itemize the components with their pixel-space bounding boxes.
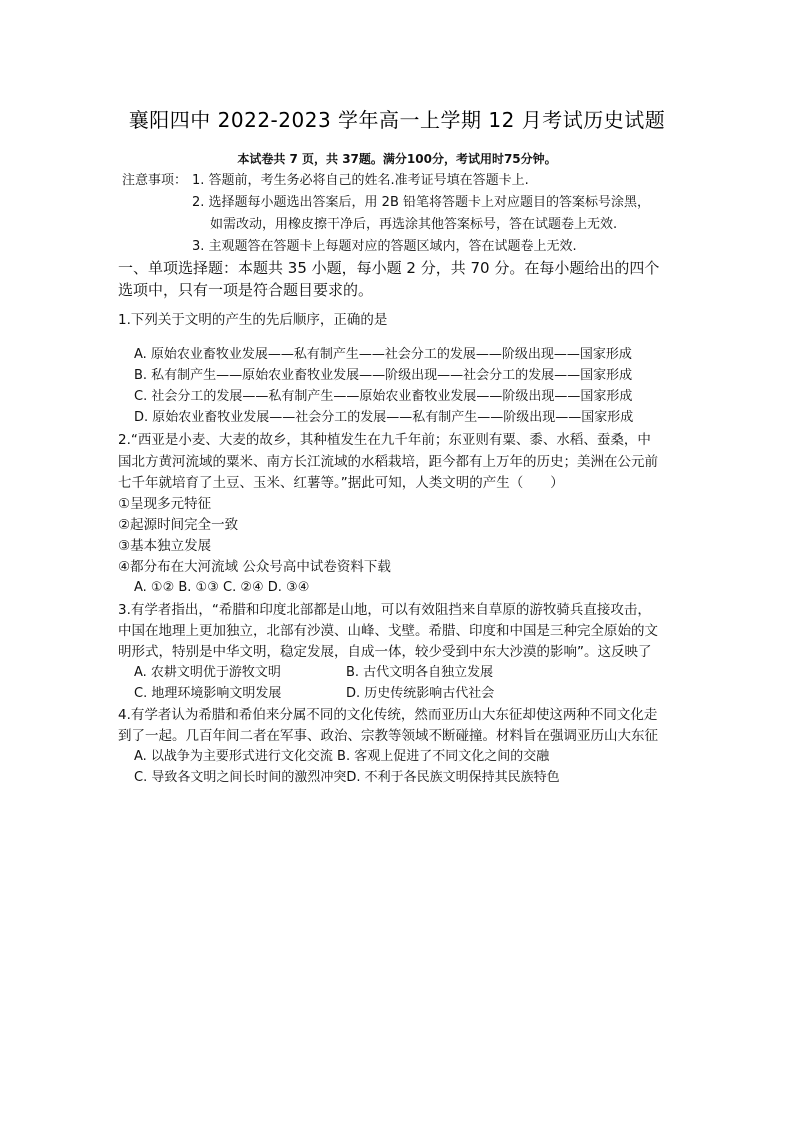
notes-item-1: 1. 答题前，考生务必将自己的姓名.准考证号填在答题卡上. <box>192 173 529 188</box>
notes-label: 注意事项： <box>122 173 188 188</box>
q2-item-1: ①呈现多元特征 <box>118 496 212 512</box>
q2-item-2: ②起源时间完全一致 <box>118 517 239 533</box>
q2-item-3: ③基本独立发展 <box>118 538 212 554</box>
q4-line-1: 4.有学者认为希腊和希伯来分属不同的文化传统，然而亚历山大东征却使这两种不同文化走 <box>118 707 658 723</box>
q2-line-3: 七千年就培育了土豆、玉米、红薯等。”据此可知，人类文明的产生（ ） <box>118 475 564 491</box>
notes-item-2-cont: 如需改动，用橡皮擦干净后，再选涂其他答案标号，答在试题卷上无效. <box>210 217 618 232</box>
q1-option-c: C. 社会分工的发展——私有制产生——原始农业畜牧业发展——阶级出现——国家形成 <box>134 389 633 404</box>
section-heading-line-2: 选项中，只有一项是符合题目要求的。 <box>118 281 374 299</box>
q4-options-ab: A. 以战争为主要形式进行文化交流 B. 客观上促进了不同文化之间的交融 <box>134 749 550 764</box>
notes-item-2: 2. 选择题每小题选出答案后，用 2B 铅笔将答题卡上对应题目的答案标号涂黑， <box>192 195 650 210</box>
q3-line-1: 3.有学者指出，“希腊和印度北部都是山地，可以有效阻挡来自草原的游牧骑兵直接攻击， <box>118 602 651 618</box>
q3-option-b: B. 古代文明各自独立发展 <box>346 665 494 680</box>
q3-option-a: A. 农耕文明优于游牧文明 <box>134 665 281 680</box>
q1-stem: 1.下列关于文明的产生的先后顺序，正确的是 <box>118 312 388 328</box>
q3-option-d: D. 历史传统影响古代社会 <box>346 686 495 701</box>
q1-option-a: A. 原始农业畜牧业发展——私有制产生——社会分工的发展——阶级出现——国家形成 <box>134 347 632 362</box>
q4-options-cd: C. 导致各文明之间长时间的激烈冲突D. 不利于各民族文明保持其民族特色 <box>134 770 560 785</box>
q4-line-2: 到了一起。几百年间二者在军事、政治、宗教等领域不断碰撞。材料旨在强调亚历山大东征 <box>118 728 658 744</box>
q2-line-2: 国北方黄河流域的粟米、南方长江流域的水稻栽培，距今都有上万年的历史；美洲在公元前 <box>118 454 658 470</box>
q3-option-c: C. 地理环境影响文明发展 <box>134 686 282 701</box>
q2-options: A. ①② B. ①③ C. ②④ D. ③④ <box>134 580 310 595</box>
exam-title: 襄阳四中 2022-2023 学年高一上学期 12 月考试历史试题 <box>128 108 666 132</box>
notes-item-3: 3. 主观题答在答题卡上每题对应的答题区域内，答在试题卷上无效. <box>192 239 577 254</box>
q2-item-4: ④都分布在大河流域 公众号高中试卷资料下载 <box>118 559 391 575</box>
exam-subtitle: 本试卷共 7 页，共 37题。满分100分，考试用时75分钟。 <box>237 152 557 166</box>
q2-line-1: 2.“西亚是小麦、大麦的故乡，其种植发生在九千年前；东亚则有粟、黍、水稻、蚕桑，中 <box>118 432 651 448</box>
q1-option-b: B. 私有制产生——原始农业畜牧业发展——阶级出现——社会分工的发展——国家形成 <box>134 368 633 383</box>
q3-line-3: 明形式，特别是中华文明，稳定发展，自成一体，较少受到中东大沙漠的影响”。这反映了 <box>118 644 652 660</box>
q3-line-2: 中国在地理上更加独立，北部有沙漠、山峰、戈壁。希腊、印度和中国是三种完全原始的文 <box>118 623 658 639</box>
q1-option-d: D. 原始农业畜牧业发展——社会分工的发展——私有制产生——阶级出现——国家形成 <box>134 410 634 425</box>
section-heading-line-1: 一、单项选择题：本题共 35 小题，每小题 2 分，共 70 分。在每小题给出的四个 <box>118 259 660 277</box>
